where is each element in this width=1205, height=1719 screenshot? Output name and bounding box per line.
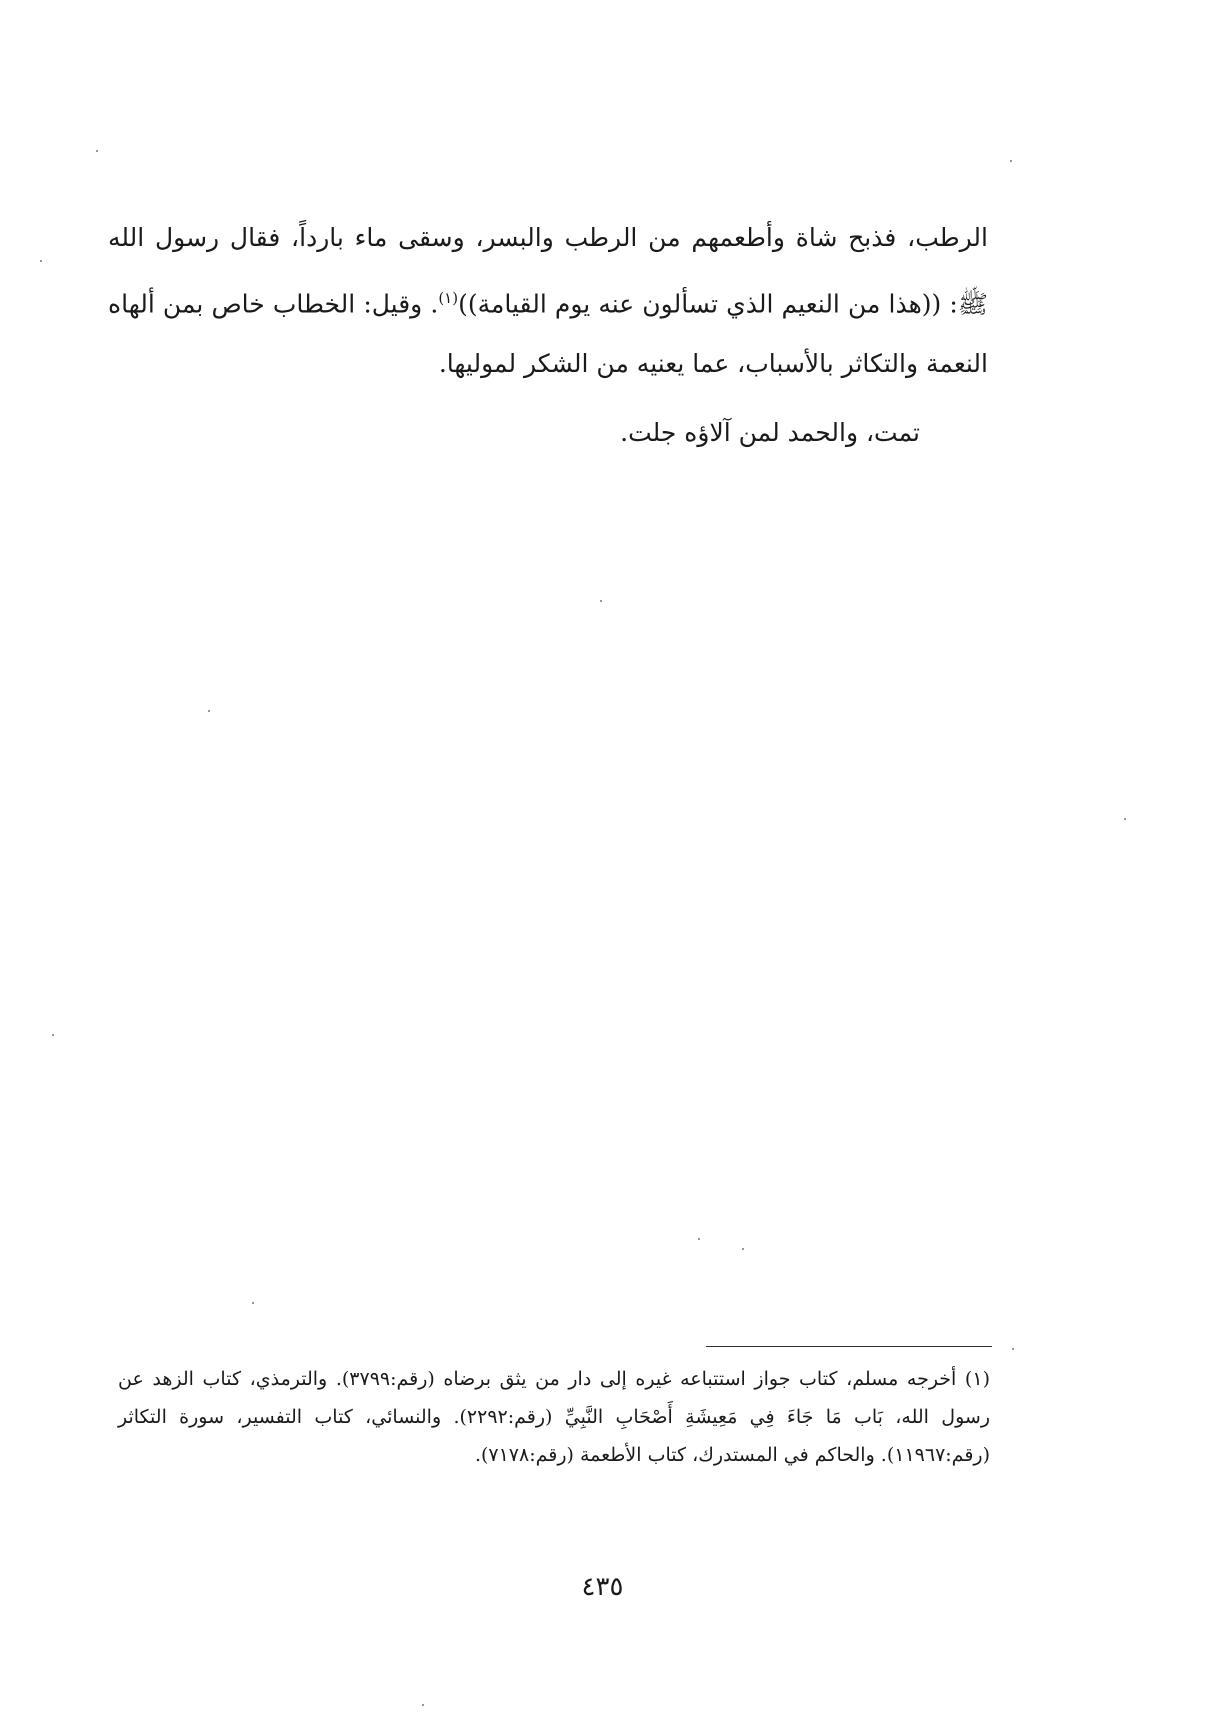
paragraph-tail: . وقيل: الخطاب خاص بمن ألهاه النعمة والتكاثر بالأسباب، عما يعنيه من الشكر لموليها. xyxy=(108,289,988,379)
scan-speck xyxy=(1010,160,1012,162)
paragraph-text: الرطب، فذبح شاة وأطعمهم من الرطب والبسر، وسقى ماء بارداً، فقال رسول الله ﷺ: ((هذا من النعيم الذي تسألون عنه يوم القيامة)) xyxy=(108,223,989,319)
footnote-divider xyxy=(706,1346,992,1347)
body-paragraph xyxy=(108,208,988,394)
scan-speck xyxy=(1012,1348,1014,1350)
scan-speck xyxy=(600,600,602,602)
scan-speck xyxy=(422,1704,424,1706)
scan-speck xyxy=(208,710,210,712)
scan-speck xyxy=(698,1238,700,1240)
scan-speck xyxy=(1124,818,1126,820)
scan-speck xyxy=(252,1302,254,1304)
footnote-1: (١) أخرجه مسلم، كتاب جواز استتباعه غيره إلى دار من يثق برضاه (رقم:٣٧٩٩). والترمذي، كتاب الزهد عن رسول الله، بَاب مَا جَاءَ فِي مَعِيشَةِ أَصْحَابِ النَّبِيِّ (رقم:٢٢٩٢). والنسائي، كتاب التفسير، سورة التكاثر (رقم:١١٩٦٧). والحاكم في المستدرك، كتاب الأطعمة (رقم:٧١٧٨). xyxy=(118,1368,990,1466)
footnote-reference: (١) xyxy=(438,289,459,307)
footnotes xyxy=(118,1360,990,1474)
scan-speck xyxy=(742,1248,744,1250)
closing-line: تمت، والحمد لمن آلاؤه جلت. xyxy=(620,418,920,447)
page-number: ٤٣٥ xyxy=(581,1572,624,1602)
scan-speck xyxy=(40,260,42,262)
scan-speck xyxy=(96,150,98,152)
main-text xyxy=(108,208,988,394)
scan-speck xyxy=(52,1034,54,1036)
